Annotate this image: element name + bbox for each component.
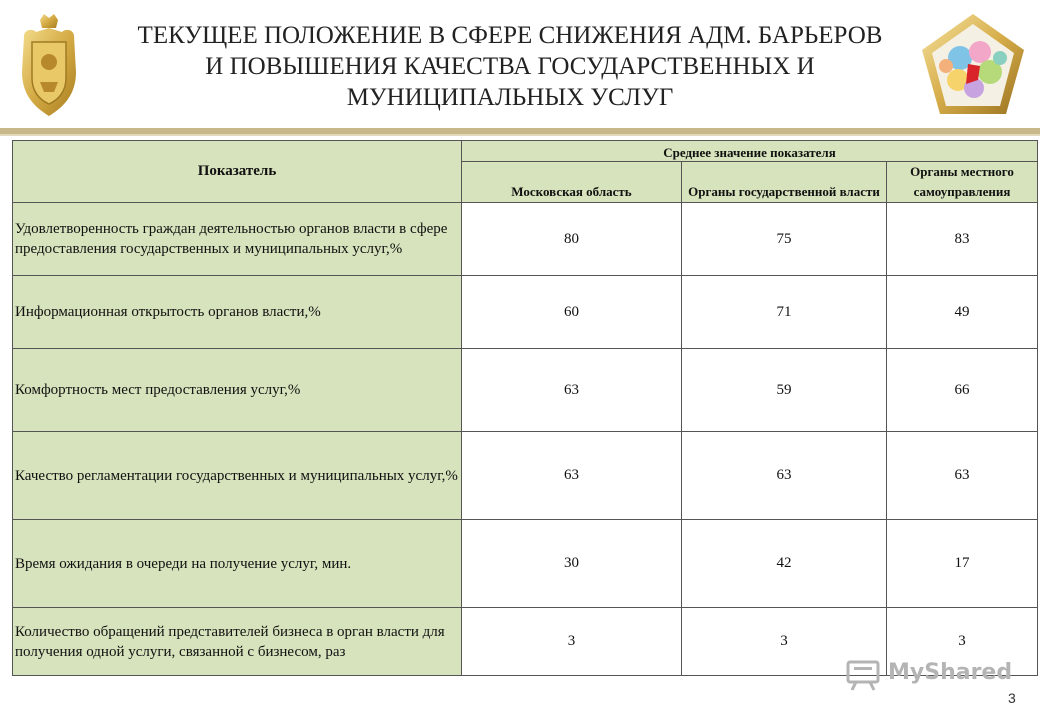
value-cell: 49 [887, 276, 1038, 349]
state-authorities-column-header: Органы государственной власти [682, 162, 887, 203]
table-row [13, 520, 1038, 608]
page-number: 3 [1008, 690, 1016, 706]
value-cell: 80 [462, 203, 682, 276]
value-cell: 66 [887, 349, 1038, 432]
value-cell: 17 [887, 520, 1038, 608]
page-title [100, 20, 920, 113]
indicator-column-header: Показатель [13, 141, 462, 203]
row-label: Количество обращений представителей бизнеса в орган власти для получения одной услуги, связанной с бизнесом, раз [13, 608, 462, 676]
value-cell: 59 [682, 349, 887, 432]
row-label: Комфортность мест предоставления услуг,% [13, 349, 462, 432]
value-cell: 30 [462, 520, 682, 608]
table-row [13, 432, 1038, 520]
moscow-region-column-header: Московская область [462, 162, 682, 203]
title-line-1: ТЕКУЩЕЕ ПОЛОЖЕНИЕ В СФЕРЕ СНИЖЕНИЯ АДМ. БАРЬЕРОВ [137, 22, 883, 49]
value-cell: 71 [682, 276, 887, 349]
value-cell: 63 [462, 432, 682, 520]
coat-of-arms-icon [18, 12, 80, 120]
value-cell: 3 [682, 608, 887, 676]
header-rule-light [0, 134, 1040, 136]
local-government-column-header: Органы местного самоуправления [887, 162, 1038, 203]
value-cell: 63 [462, 349, 682, 432]
value-cell: 3 [462, 608, 682, 676]
value-cell: 60 [462, 276, 682, 349]
row-label: Качество регламентации государственных и муниципальных услуг,% [13, 432, 462, 520]
value-cell: 75 [682, 203, 887, 276]
table-row [13, 349, 1038, 432]
value-cell: 3 [887, 608, 1038, 676]
row-label: Информационная открытость органов власти,% [13, 276, 462, 349]
row-label: Удовлетворенность граждан деятельностью органов власти в сфере предоставления государственных и муниципальных услуг,% [13, 203, 462, 276]
title-line-2: И ПОВЫШЕНИЯ КАЧЕСТВА ГОСУДАРСТВЕННЫХ И [205, 53, 815, 80]
value-cell: 63 [682, 432, 887, 520]
value-cell: 63 [887, 432, 1038, 520]
row-label: Время ожидания в очереди на получение услуг, мин. [13, 520, 462, 608]
table-row [13, 276, 1038, 349]
indicators-table [12, 140, 1038, 676]
region-map-logo-icon [918, 10, 1028, 120]
value-cell: 83 [887, 203, 1038, 276]
value-cell: 42 [682, 520, 887, 608]
watermark-text: MyShared [888, 660, 1013, 685]
title-line-3: МУНИЦИПАЛЬНЫХ УСЛУГ [346, 84, 674, 111]
average-value-group-header: Среднее значение показателя [462, 141, 1038, 162]
table-row [13, 203, 1038, 276]
table-header-row-1 [13, 141, 1038, 162]
